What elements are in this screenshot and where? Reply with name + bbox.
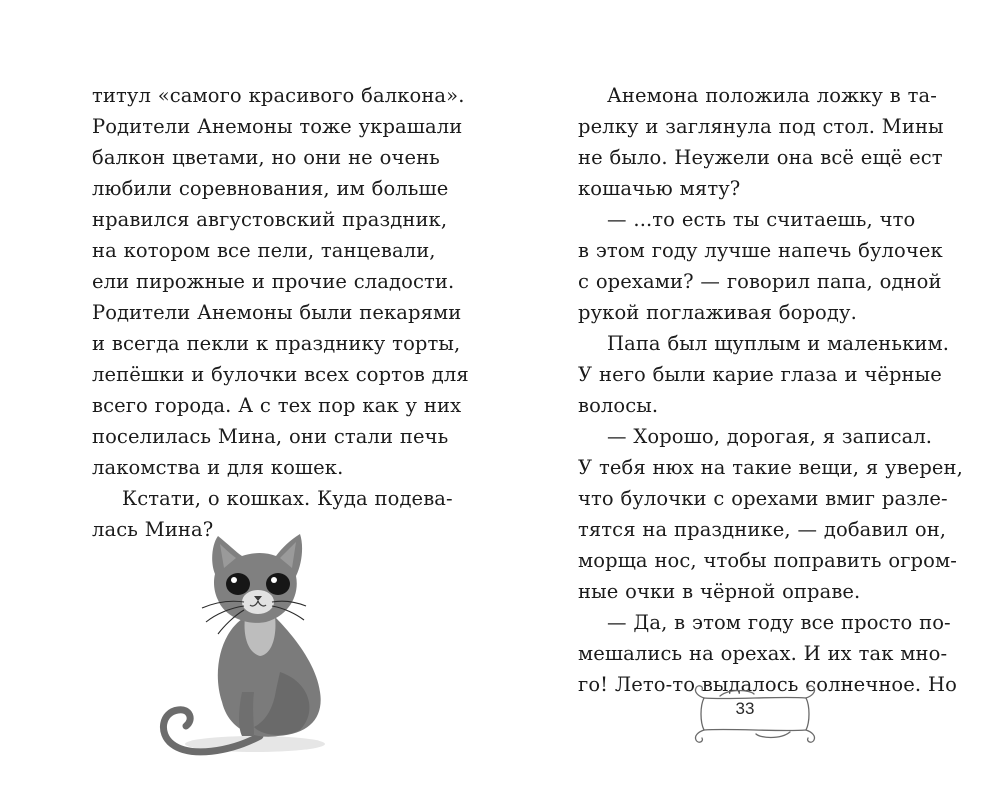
page-number: 33 [735, 699, 755, 718]
text-line: морща нос, чтобы поправить огром- [578, 549, 957, 572]
text-line: релку и заглянула под стол. Мины [578, 115, 944, 138]
text-line: У него были карие глаза и чёрные [578, 363, 942, 386]
text-line: Родители Анемоны были пекарями [92, 301, 462, 324]
text-line: рукой поглаживая бороду. [578, 301, 857, 324]
text-line: на котором все пели, танцевали, [92, 239, 436, 262]
text-line: кошачью мяту? [578, 177, 741, 200]
cat-illustration [150, 522, 340, 772]
text-line: поселилась Мина, они стали печь [92, 425, 449, 448]
text-line: в этом году лучше напечь булочек [578, 239, 943, 262]
text-line: го! Лето-то выдалось солнечное. Но [578, 673, 957, 696]
text-line: не было. Неужели она всё ещё ест [578, 146, 943, 169]
text-line: волосы. [578, 394, 659, 417]
text-line: лась Мина? [92, 518, 214, 541]
text-line: Родители Анемоны тоже украшали [92, 115, 463, 138]
text-line: с орехами? — говорил папа, одной [578, 270, 942, 293]
text-line: что булочки с орехами вмиг разле- [578, 487, 948, 510]
text-line: Кстати, о кошках. Куда подева- [122, 487, 453, 510]
text-line: Анемона положила ложку в та- [607, 84, 937, 107]
text-line: тятся на празднике, — добавил он, [578, 518, 947, 541]
text-line: всего города. А с тех пор как у них [92, 394, 462, 417]
text-line: — Да, в этом году все просто по- [607, 611, 951, 634]
text-line: — Хорошо, дорогая, я записал. [607, 425, 933, 448]
text-line: любили соревнования, им больше [92, 177, 449, 200]
text-line: титул «самого красивого балкона». [92, 84, 465, 107]
text-line: и всегда пекли к празднику торты, [92, 332, 461, 355]
text-line: ели пирожные и прочие сладости. [92, 270, 455, 293]
text-line: ные очки в чёрной оправе. [578, 580, 861, 603]
text-line: У тебя нюх на такие вещи, я уверен, [578, 456, 963, 479]
text-line: — ...то есть ты считаешь, что [607, 208, 916, 231]
text-line: нравился августовский праздник, [92, 208, 448, 231]
text-line: мешались на орехах. И их так мно- [578, 642, 948, 665]
text-line: балкон цветами, но они не очень [92, 146, 440, 169]
text-line: лепёшки и булочки всех сортов для [92, 363, 469, 386]
text-line: Папа был щуплым и маленьким. [607, 332, 950, 355]
text-line: лакомства и для кошек. [92, 456, 344, 479]
